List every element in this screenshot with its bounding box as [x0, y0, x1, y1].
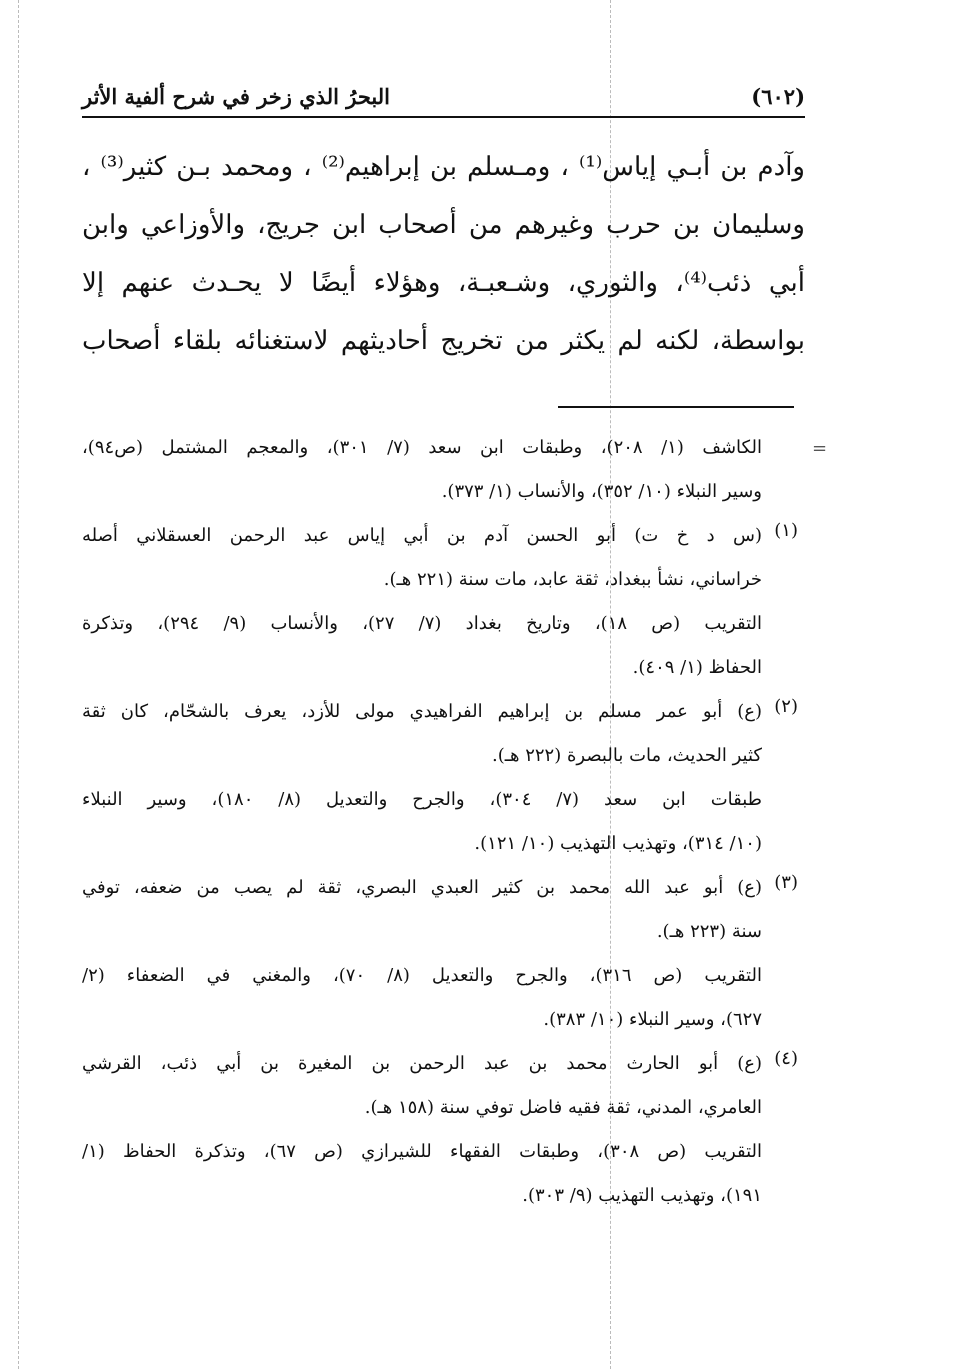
- continued-footnote: [82, 426, 762, 514]
- footnote-line: (ع) أبو الحارث محمد بن عبد الرحمن بن المغيرة بن أبي ذئب، القرشي: [82, 1053, 762, 1074]
- footnote-3: [82, 866, 762, 1042]
- main-text-line: وسليمان بن حرب وغيرهم من أصحاب ابن جريج، والأوزاعي وابن: [82, 210, 805, 240]
- running-title: البحرُ الذي زخر في شرح ألفية الأثر: [82, 84, 390, 109]
- footnote-line: خراساني، نشأ ببغداد، ثقة عابد، مات سنة (٢٢١ هـ).: [383, 569, 762, 590]
- footnote-line: الكاشف (١/ ٢٠٨)، وطبقات ابن سعد (٧/ ٣٠١)، والمعجم المشتمل (ص٩٤)،: [82, 437, 762, 458]
- footnote-2: [82, 690, 762, 866]
- footnote-line: التقريب (ص ١٨)، وتاريخ بغداد (٧/ ٢٧)، والأنساب (٩/ ٢٩٤)، وتذكرة: [82, 613, 762, 634]
- footnote-line: (١٠/ ٣١٤)، وتهذيب التهذيب (١٠/ ١٢١).: [474, 833, 762, 854]
- footnote-number: (٣): [774, 872, 798, 893]
- footnote-line: كثير الحديث، مات بالبصرة (٢٢٢ هـ).: [491, 745, 762, 766]
- header-rule: [82, 116, 805, 118]
- footnote-1: [82, 514, 762, 690]
- footnote-separator: [558, 406, 794, 408]
- footnote-line: ٦٢٧)، وسير النبلاء (١٠/ ٣٨٣).: [543, 1009, 762, 1030]
- footnote-number: (٤): [774, 1048, 798, 1069]
- page-header: [82, 78, 805, 118]
- footnote-line: العامري، المدني، ثقة فقيه فاضل توفي سنة (١٥٨ هـ).: [364, 1097, 762, 1118]
- footnote-number: (١): [774, 520, 798, 541]
- footnote-4: [82, 1042, 762, 1218]
- footnote-line: التقريب (ص ٣١٦)، والجرح والتعديل (٨/ ٧٠)، والمغني في الضعفاء (٢/: [82, 965, 762, 986]
- footnote-line: طبقات ابن سعد (٧/ ٣٠٤)، والجرح والتعديل (٨/ ١٨٠)، وسير النبلاء: [82, 789, 762, 810]
- main-text-line: وآدم بن أبـي إياس⁽¹⁾ ، ومـسلم بن إبراهيم⁽²⁾ ، ومحمد بـن كثير⁽³⁾ ،: [82, 152, 805, 182]
- page-number: (٦٠٢): [751, 84, 805, 109]
- footnote-number: (٢): [774, 696, 798, 717]
- continued-mark: =: [812, 438, 828, 459]
- footnote-line: (ع) أبو عبد الله محمد بن كثير العبدي البصري، ثقة لم يصب من ضعفه، توفي: [82, 877, 762, 898]
- footnote-line: ١٩١)، وتهذيب التهذيب (٩/ ٣٠٣).: [522, 1185, 762, 1206]
- footnote-line: الحفاظ (١/ ٤٠٩).: [632, 657, 762, 678]
- footnote-line: (س د خ ت) أبو الحسن آدم بن أبي إياس عبد الرحمن العسقلاني أصله: [82, 525, 762, 546]
- main-text: [82, 138, 805, 370]
- footnote-line: وسير النبلاء (١٠/ ٣٥٢)، والأنساب (١/ ٣٧٣).: [441, 481, 762, 502]
- scan-fold-line-left: [18, 0, 19, 1369]
- footnote-line: (ع) أبو عمر مسلم بن إبراهيم الفراهيدي مولى للأزد، يعرف بالشحّام، كان ثقة: [82, 701, 762, 722]
- main-text-line: بواسطة، لكنه لم يكثر من تخريج أحاديثهم لاستغنائه بلقاء أصحاب: [82, 326, 805, 356]
- footnote-line: التقريب (ص ٣٠٨)، وطبقات الفقهاء للشيرازي (ص ٦٧)، وتذكرة الحفاظ (١/: [82, 1141, 762, 1162]
- footnote-line: سنة (٢٢٣ هـ).: [656, 921, 762, 942]
- main-text-line: أبي ذئب⁽⁴⁾، والثوري، وشـعبـة، وهؤلاء أيضًا لا يحـدث عنهم إلا: [82, 268, 805, 298]
